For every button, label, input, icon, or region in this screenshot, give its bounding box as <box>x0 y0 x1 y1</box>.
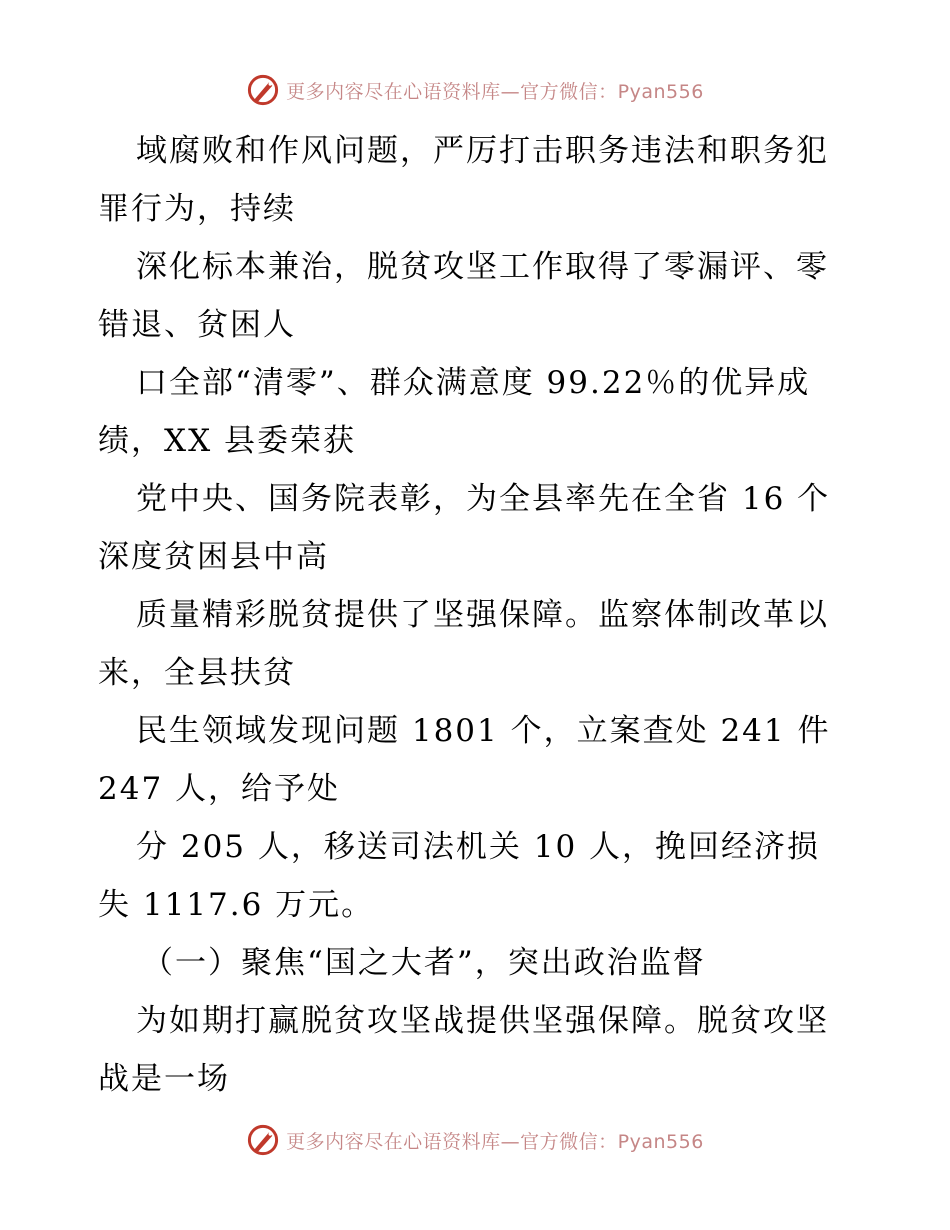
pen-nib-logo-icon <box>246 1123 280 1157</box>
footer-watermark <box>0 1120 950 1160</box>
paragraph-line: 域腐败和作风问题，严厉打击职务违法和职务犯 <box>136 133 829 169</box>
pen-nib-logo-icon <box>246 73 280 107</box>
paragraph-line: 247 人，给予处 <box>98 771 341 807</box>
document-body <box>98 122 854 1108</box>
paragraph-line: 来，全县扶贫 <box>98 655 296 691</box>
paragraph-line: 失 1117.6 万元。 <box>98 887 375 923</box>
paragraph-line: 民生领域发现问题 1801 个，立案查处 241 件 <box>136 713 831 749</box>
paragraph-line: 深度贫困县中高 <box>98 539 329 575</box>
paragraph-line: 深化标本兼治，脱贫攻坚工作取得了零漏评、零 <box>136 249 829 285</box>
watermark-text: 更多内容尽在心语资料库—官方微信：Pyan556 <box>286 1130 704 1153</box>
paragraph-line: 罪行为，持续 <box>98 191 296 227</box>
watermark-text: 更多内容尽在心语资料库—官方微信：Pyan556 <box>286 80 704 103</box>
paragraph-line: 战是一场 <box>98 1061 230 1097</box>
paragraph-line: 错退、贫困人 <box>98 307 296 343</box>
header-watermark <box>0 70 950 110</box>
paragraph-line: 质量精彩脱贫提供了坚强保障。监察体制改革以 <box>136 597 829 633</box>
section-heading: （一）聚焦“国之大者”，突出政治监督 <box>142 945 706 981</box>
paragraph-line: 党中央、国务院表彰，为全县率先在全省 16 个 <box>136 481 831 517</box>
paragraph-line: 为如期打赢脱贫攻坚战提供坚强保障。脱贫攻坚 <box>136 1003 829 1039</box>
paragraph-line: 分 205 人，移送司法机关 10 人，挽回经济损 <box>136 829 821 865</box>
paragraph-line: 绩，XX 县委荣获 <box>98 423 356 459</box>
paragraph-line: 口全部“清零”、群众满意度 99.22％的优异成 <box>136 365 811 401</box>
